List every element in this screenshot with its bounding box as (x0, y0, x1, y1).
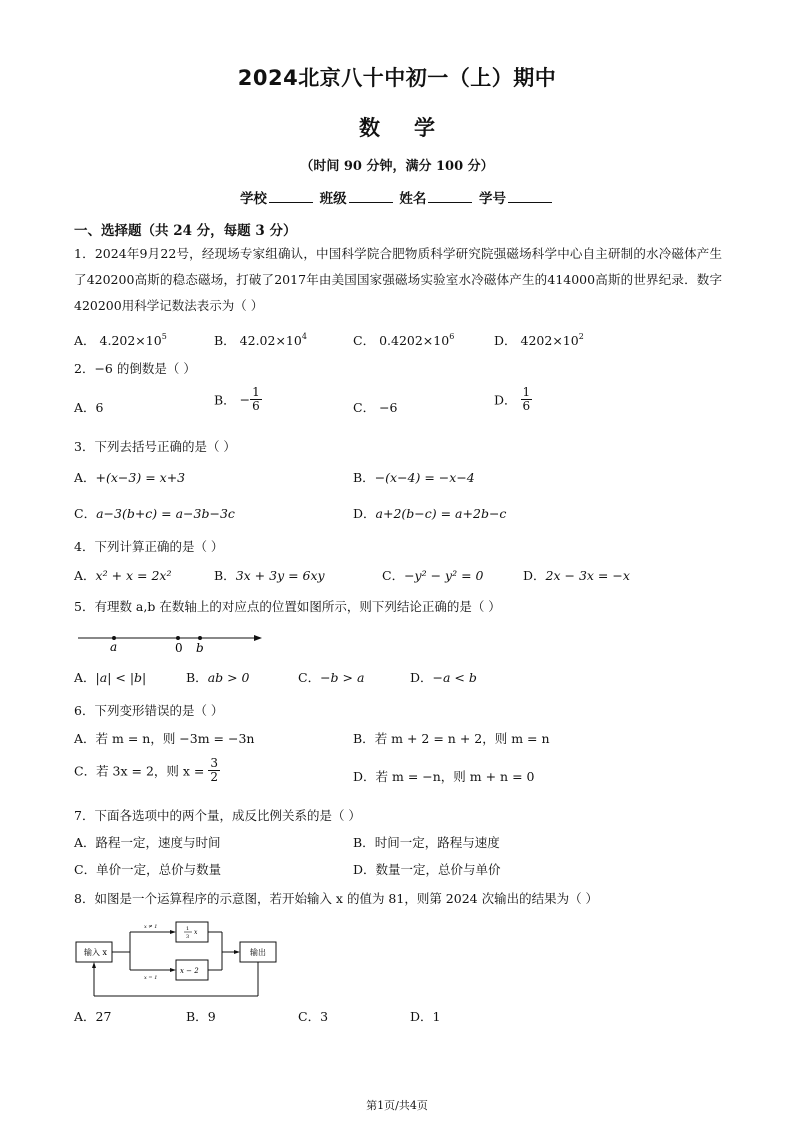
output-label: 输出 (250, 948, 266, 957)
number-label: 学号 (479, 191, 507, 207)
q5-option-a[interactable]: A．|a| < |b| (74, 670, 147, 685)
op-top-num: 1 (186, 926, 190, 932)
q5-option-b[interactable]: B．ab > 0 (186, 670, 250, 685)
page-footer: 第1页/共4页 (366, 1099, 428, 1112)
class-label: 班级 (319, 191, 347, 207)
subject-title: 数学 (359, 116, 469, 140)
q5-option-c[interactable]: C．−b > a (298, 670, 365, 685)
q1-option-d[interactable]: D． $4202\times 10^2$ (494, 332, 584, 348)
question-8-text: 8．如图是一个运算程序的示意图，若开始输入 x 的值为 81，则第 2024 次输出的结果为（ ） (74, 891, 599, 906)
number-line-arrow (254, 635, 262, 641)
arrow-head (92, 962, 96, 968)
arrow-head (170, 968, 176, 972)
question-6-text: 6．下列变形错误的是（ ） (74, 703, 224, 718)
q4-option-d[interactable]: D．2x − 3x = −x (523, 568, 630, 583)
q7-option-b[interactable]: B．时间一定，路程与速度 (353, 835, 500, 850)
q5-option-d[interactable]: D．−a < b (410, 670, 477, 685)
label-b: b (196, 641, 204, 655)
op-bottom-label: x − 2 (180, 967, 199, 975)
q8-option-a[interactable]: A．27 (74, 1009, 112, 1024)
label-a: a (110, 640, 118, 654)
school-blank[interactable] (269, 190, 313, 203)
exam-title: 2024北京八十中初一（上）期中 (237, 66, 557, 90)
q8-option-c[interactable]: C．3 (298, 1009, 329, 1024)
condition-top: x ≠ 1 (144, 924, 158, 930)
point-zero (176, 636, 180, 640)
q2-option-a[interactable]: A．6 (74, 400, 104, 415)
name-label: 姓名 (399, 191, 427, 207)
q2-option-b[interactable]: B． − $\frac{1}{6}$ (214, 385, 260, 413)
q2-option-c[interactable]: C． −6 (353, 400, 398, 415)
q8-option-d[interactable]: D．1 (410, 1009, 441, 1024)
number-line-figure (74, 628, 274, 658)
flowchart-figure (72, 918, 284, 1000)
question-4-text: 4．下列计算正确的是（ ） (74, 539, 224, 554)
q6-option-c[interactable]: C．若 3x = 2，则 x = $\frac{3}{2}$ (74, 756, 219, 784)
q3-option-c[interactable]: C．a−3(b+c) = a−3b−3c (74, 506, 235, 521)
arrow-head (170, 930, 176, 934)
q4-option-b[interactable]: B．3x + 3y = 6xy (214, 568, 325, 583)
op-top-var: x (194, 929, 198, 936)
q8-option-b[interactable]: B．9 (186, 1009, 216, 1024)
label-zero: 0 (175, 641, 183, 655)
question-1-text: 1．2024年9月22号，经现场专家组确认，中国科学院合肥物质科学研究院强磁场科学中心自主研制的水冷磁体产生了420200高斯的稳态磁场，打破了2017年由美国国家强磁场实验室水冷磁体产生的414000高斯的世界纪录．数字420200用科学记数法表示为（ ） (74, 246, 722, 313)
number-blank[interactable] (508, 190, 552, 203)
point-b (198, 636, 202, 640)
question-7-text: 7．下面各选项中的两个量，成反比例关系的是（ ） (74, 808, 361, 823)
question-5-text: 5．有理数 a,b 在数轴上的对应点的位置如图所示，则下列结论正确的是（ ） (74, 599, 501, 614)
q6-option-b[interactable]: B．若 m + 2 = n + 2，则 m = n (353, 731, 550, 746)
time-info: （时间 90 分钟，满分 100 分） (300, 159, 494, 174)
op-top-den: 3 (186, 934, 190, 940)
question-3-text: 3．下列去括号正确的是（ ） (74, 439, 236, 454)
q6-option-d[interactable]: D．若 m = −n，则 m + n = 0 (353, 769, 535, 784)
q1-option-b[interactable]: B． $42.02\times 10^4$ (214, 332, 307, 348)
q4-option-c[interactable]: C．−y² − y² = 0 (382, 568, 484, 583)
class-blank[interactable] (349, 190, 393, 203)
condition-bottom: x = 1 (144, 975, 158, 981)
name-blank[interactable] (428, 190, 472, 203)
q4-option-a[interactable]: A．x² + x = 2x² (74, 568, 172, 583)
question-2-text: 2．−6 的倒数是（ ） (74, 361, 196, 376)
q3-option-a[interactable]: A．+(x−3) = x+3 (74, 470, 186, 485)
q2-option-d[interactable]: D． $\frac{1}{6}$ (494, 385, 531, 413)
student-info-line (0, 187, 794, 207)
q1-option-c[interactable]: C． $0.4202\times 10^6$ (353, 332, 455, 348)
q3-option-d[interactable]: D．a+2(b−c) = a+2b−c (353, 506, 507, 521)
q1-option-a[interactable]: A． $4.202\times 10^5$ (74, 332, 167, 348)
school-label: 学校 (239, 191, 267, 207)
section-heading: 一、选择题（共 24 分，每题 3 分） (74, 223, 297, 239)
q3-option-b[interactable]: B．−(x−4) = −x−4 (353, 470, 475, 485)
q7-option-d[interactable]: D．数量一定，总价与单价 (353, 862, 501, 877)
arrow-head (234, 950, 240, 954)
q7-option-a[interactable]: A．路程一定，速度与时间 (74, 835, 221, 850)
input-label: 输入 x (84, 948, 108, 957)
q7-option-c[interactable]: C．单价一定，总价与数量 (74, 862, 222, 877)
q6-option-a[interactable]: A．若 m = n，则 −3m = −3n (74, 731, 255, 746)
